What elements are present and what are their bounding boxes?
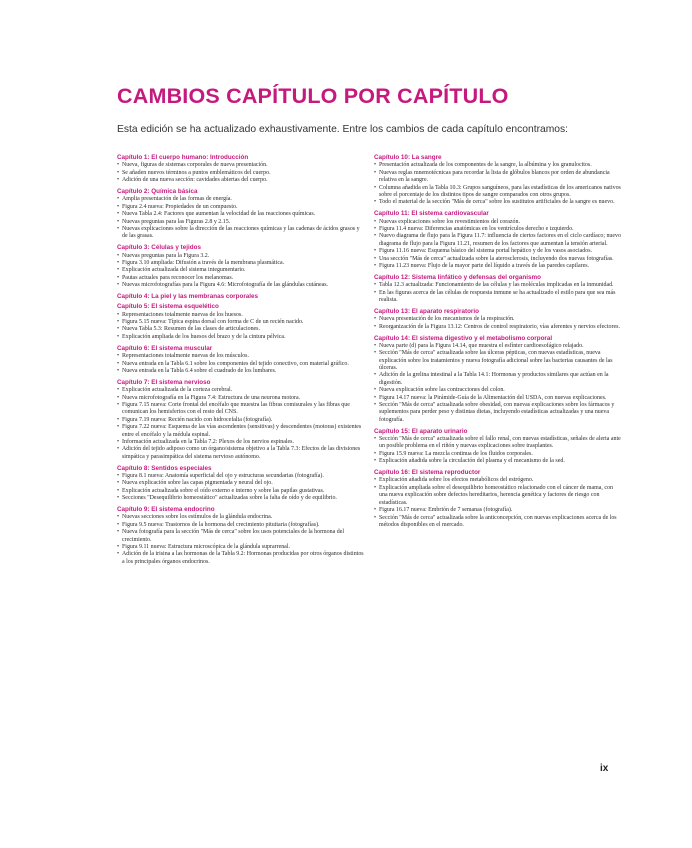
change-item: • Figura 11.16 nueva: Esquema básico del sistema portal hepático y de los vasos asociados.	[374, 248, 621, 255]
change-item: • Nuevas preguntas para la Figura 3.2.	[117, 253, 365, 260]
change-item: • Nueva Tabla 2.4: Factores que aumentan la velocidad de las reacciones químicas.	[117, 211, 365, 218]
change-item: • En las figuras acerca de las células de respuesta inmune se ha actualizado el estilo para que sea más realista.	[374, 290, 621, 305]
change-item: • Figura 16.17 nueva: Embrión de 7 semanas (fotografía).	[374, 507, 621, 514]
chapter-section	[374, 306, 621, 333]
change-item: • Figura 15.9 nueva: La mezcla continua de los fluidos corporales.	[374, 451, 621, 458]
change-item: • Secciones "Desequilibrio homeostático" actualizadas sobre la falta de oído y de equilibrio.	[117, 495, 365, 502]
change-item: • Figura 7.15 nueva: Corte frontal del encéfalo que muestra las fibras comisurales y las fibras que comunican los hemisferios con el resto del CNS.	[117, 402, 365, 417]
chapter-section	[374, 208, 621, 272]
change-item: • Nueva, figuras de sistemas corporales de nueva presentación.	[117, 162, 365, 169]
chapter-heading: Capítulo 12: Sistema linfático y defensas del organismo	[374, 273, 541, 281]
change-list	[117, 387, 365, 463]
change-item: • Nuevas preguntas para las Figuras 2.8 y 2.15.	[117, 219, 365, 226]
chapter-section	[374, 152, 621, 208]
change-item: • Representaciones totalmente nuevas de los huesos.	[117, 312, 365, 319]
change-item: • Adición de la grelina intestinal a la Tabla 14.1: Hormonas y productos similares que actúan en la digestión.	[374, 372, 621, 387]
change-list	[117, 162, 365, 186]
change-item: • Nueva entrada en la Tabla 6.1 sobre los componentes del tejido conectivo, con material gráfico.	[117, 361, 365, 368]
change-item: • Pautas actuales para reconocer los melanomas.	[117, 275, 365, 282]
change-item: • Figura 9.5 nueva: Trastornos de la hormona del crecimiento pituitaria (fotografías).	[117, 522, 365, 529]
chapter-section	[117, 186, 365, 242]
chapter-heading: Capítulo 10: La sangre	[374, 154, 442, 161]
change-item: • Figura 9.11 nueva: Estructura microscópica de la glándula suprarrenal.	[117, 544, 365, 551]
chapter-section	[117, 242, 365, 291]
change-list	[374, 343, 621, 426]
change-item: • Nuevas explicaciones sobre la dirección de las reacciones químicas y las cadenas de ácidos grasos y de las grasas.	[117, 226, 365, 241]
change-item: • Explicación actualizada del sistema integumentario.	[117, 267, 365, 274]
change-item: • Tabla 12.3 actualizada: Funcionamiento de las células y las moléculas implicadas en la inmunidad.	[374, 282, 621, 289]
change-list	[374, 316, 621, 332]
change-item: • Explicación actualizada de la corteza cerebral.	[117, 387, 365, 394]
chapter-section	[117, 301, 365, 342]
change-list	[374, 477, 621, 530]
change-list	[117, 514, 365, 567]
change-item: • Figura 5.15 nueva: Típica espina dorsal con forma de C de un recién nacido.	[117, 319, 365, 326]
change-item: • Información actualizada en la Tabla 7.2: Plexos de los nervios espinales.	[117, 439, 365, 446]
change-item: • Adición de una nueva sección: cavidades abiertas del cuerpo.	[117, 177, 365, 184]
chapter-heading: Capítulo 15: El aparato urinario	[374, 427, 468, 435]
change-item: • Adición del tejido adiposo como un órgano/sistema objetivo a la Tabla 7.3: Efectos de las divisiones simpática y parasimpática del sistema nervioso autónomo.	[117, 446, 365, 461]
change-list	[117, 196, 365, 242]
chapter-section	[374, 333, 621, 426]
chapter-heading: Capítulo 5: El sistema esquelético	[117, 303, 219, 311]
chapter-section	[374, 426, 621, 467]
chapter-section	[117, 152, 365, 186]
change-item: • Nuevo diagrama de flujo para la Figura 11.7: influencia de ciertos factores en el ciclo cardíaco; nuevo diagrama de flujo para la Figura 11.21, resumen de los factores que aumentan la tensión arterial.	[374, 233, 621, 248]
chapter-heading: Capítulo 2: Química básica	[117, 188, 198, 196]
change-item: • Nuevas secciones sobre los estímulos de la glándula endocrina.	[117, 514, 365, 521]
change-item: • Representaciones totalmente nuevas de los músculos.	[117, 353, 365, 360]
intro-text: Esta edición se ha actualizado exhaustivamente. Entre los cambios de cada capítulo encontramos:	[117, 124, 569, 135]
chapter-heading: Capítulo 7: El sistema nervioso	[117, 378, 211, 386]
change-item: • Todo el material de la sección "Más de cerca" sobre los sustitutos artificiales de la sangre es nuevo.	[374, 199, 621, 206]
chapter-section	[117, 291, 365, 301]
change-list	[117, 312, 365, 343]
chapter-section	[117, 504, 365, 568]
chapter-section	[117, 377, 365, 463]
change-item: • Figura 8.1 nueva: Anatomía superficial del ojo y estructuras secundarias (fotografía).	[117, 473, 365, 480]
change-item: • Nueva fotografía para la sección "Más de cerca" sobre los usos potenciales de la hormona del crecimiento.	[117, 529, 365, 544]
change-item: • Sección "Más de cerca" actualizada sobre las úlceras pépticas, con nuevas estadísticas, nueva explicación sobre los tratamientos y nueva fotografía adicional sobre las bacterias causantes de las úlceras.	[374, 350, 621, 372]
left-column	[117, 152, 365, 568]
page-number: ix	[600, 763, 609, 774]
chapter-heading: Capítulo 11: El sistema cardiovascular	[374, 210, 489, 218]
chapter-heading: Capítulo 9: El sistema endocrino	[117, 506, 215, 514]
page-title: CAMBIOS CAPÍTULO POR CAPÍTULO	[117, 84, 509, 108]
chapter-heading: Capítulo 4: La piel y las membranas corporales	[117, 293, 259, 301]
change-item: • Figura 3.10 ampliada: Difusión a través de la membrana plasmática.	[117, 260, 365, 267]
right-column	[374, 152, 621, 531]
chapter-section	[117, 463, 365, 504]
change-item: • Nueva explicación sobre las contracciones del colon.	[374, 387, 621, 394]
change-item: • Nueva presentación de los mecanismos de la respiración.	[374, 316, 621, 323]
chapter-heading: Capítulo 8: Sentidos especiales	[117, 464, 212, 472]
change-list	[117, 253, 365, 292]
change-item: • Nueva microfotografía en la Figura 7.4: Estructura de una neurona motora.	[117, 395, 365, 402]
change-item: • Figura 2.4 nueva: Propiedades de un compuesto.	[117, 204, 365, 211]
chapter-section	[374, 467, 621, 531]
change-item: • Figura 7.19 nueva: Recién nacido con hidrocefalia (fotografía).	[117, 417, 365, 424]
chapter-section	[374, 272, 621, 306]
change-item: • Columna añadida en la Tabla 10.3: Grupos sanguíneos, para las estadísticas de los americanos nativos sobre el porcentaje de los distintos tipos de sangre comparados con otros grupos.	[374, 185, 621, 200]
chapter-heading: Capítulo 3: Células y tejidos	[117, 244, 201, 252]
change-list	[374, 436, 621, 467]
chapter-heading: Capítulo 1: El cuerpo humano: Introducción	[117, 154, 249, 161]
change-item: • Una sección "Más de cerca" actualizada sobre la aterosclerosis, incluyendo dos nuevas fotografías.	[374, 256, 621, 263]
change-item: • Nueva Tabla 5.3: Resumen de las clases de articulaciones.	[117, 326, 365, 333]
change-item: • Figura 14.17 nueva: la Pirámide-Guía de la Alimentación del USDA, con nuevas explicaciones.	[374, 395, 621, 402]
change-item: • Amplia presentación de las formas de energía.	[117, 196, 365, 203]
change-item: • Explicación añadida sobre los efectos metabólicos del estrógeno.	[374, 477, 621, 484]
change-list	[117, 473, 365, 504]
change-item: • Explicación añadida sobre la circulación del plasma y el mecanismo de la sed.	[374, 458, 621, 465]
change-list	[374, 282, 621, 306]
change-item: • Nuevas microfotografías para la Figura 4.6: Microfotografía de las glándulas cutáneas.	[117, 282, 365, 289]
change-item: • Sección "Más de cerca" actualizada sobre el fallo renal, con nuevas estadísticas, señales de alerta ante un posible problema en el riñón y nuevas explicaciones sobre trasplantes.	[374, 436, 621, 451]
change-item: • Adición de la irisina a las hormonas de la Tabla 9.2: Hormonas producidas por otros órganos distintos a los principales órganos endocrinos.	[117, 551, 365, 566]
chapter-heading: Capítulo 16: El sistema reproductor	[374, 469, 481, 477]
change-item: • Presentación actualizada de los componentes de la sangre, la albúmina y los granulocitos.	[374, 162, 621, 169]
chapter-heading: Capítulo 14: El sistema digestivo y el metabolismo corporal	[374, 334, 553, 342]
change-item: • Figura 11.23 nueva: Flujo de la mayor parte del líquido a través de las paredes capilares.	[374, 263, 621, 270]
change-list	[374, 162, 621, 208]
change-item: • Nuevas reglas mnemotécnicas para recordar la lista de glóbulos blancos por orden de abundancia relativa en la sangre.	[374, 170, 621, 185]
change-item: • Explicación actualizada sobre el oído externo e interno y sobre las papilas gustativas.	[117, 488, 365, 495]
change-item: • Sección "Más de cerca" actualizada sobre obesidad, con nuevas explicaciones sobre los fármacos y suplementos para perder peso y distintas dietas, incluyendo estadísticas actualizadas y una nueva fotografía.	[374, 402, 621, 424]
chapter-heading: Capítulo 6: El sistema muscular	[117, 344, 213, 352]
change-item: • Nueva entrada en la Tabla 6.4 sobre el cuadrado de los lumbares.	[117, 368, 365, 375]
chapter-section	[117, 343, 365, 377]
change-list	[117, 353, 365, 377]
change-item: • Reorganización de la Figura 13.12: Centros de control respiratorio, vías aferentes y nervios efectores.	[374, 324, 621, 331]
change-item: • Explicación ampliada de los huesos del brazo y de la cintura pélvica.	[117, 334, 365, 341]
chapter-heading: Capítulo 13: El aparato respiratorio	[374, 307, 479, 315]
change-item: • Figura 7.22 nueva: Esquema de las vías ascendentes (sensitivas) y descendentes (motoras) existentes entre el encéfalo y la médula espinal.	[117, 424, 365, 439]
change-item: • Sección "Más de cerca" actualizada sobre la anticoncepción, con nuevas explicaciones acerca de los métodos disponibles en el mercado.	[374, 515, 621, 530]
change-item: • Se añaden nuevos términos a puntos emblemáticos del cuerpo.	[117, 170, 365, 177]
change-list	[374, 219, 621, 272]
change-item: • Nueva parte (d) para la Figura 14.14, que muestra el esfínter cardioesofágico relajado.	[374, 343, 621, 350]
change-item: • Explicación ampliada sobre el desequilibrio homeostático relacionado con el cáncer de mama, con una nueva explicación sobre defectos hereditarios, herencia genética y factores de riesgo con estadísticas.	[374, 485, 621, 507]
change-item: • Nueva explicación sobre las capas pigmentada y neural del ojo.	[117, 480, 365, 487]
change-item: • Nuevas explicaciones sobre los revestimientos del corazón.	[374, 219, 621, 226]
change-item: • Figura 11.4 nueva: Diferencias anatómicas en los ventrículos derecho e izquierdo.	[374, 226, 621, 233]
